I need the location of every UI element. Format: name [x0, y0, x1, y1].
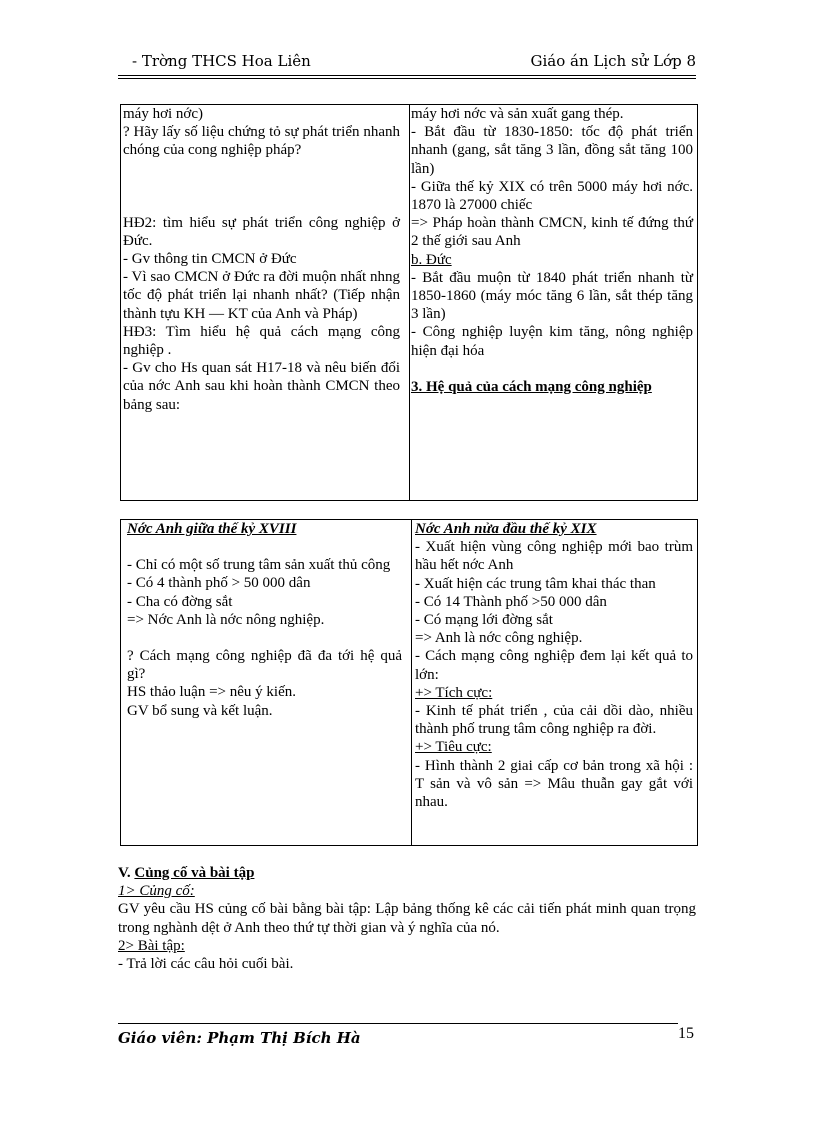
text-line: - Có 4 thành phố > 50 000 dân — [127, 575, 311, 592]
text-line: máy hơi nớc) — [123, 106, 204, 122]
header-rule — [118, 75, 696, 76]
section-number: V. — [118, 865, 131, 881]
section-title: Củng cố và bài tập — [134, 865, 255, 881]
subheading-positive: +> Tích cực: — [415, 684, 493, 701]
footer-teacher: Giáo viên: Phạm Thị Bích Hà — [118, 1029, 361, 1047]
text-line: - Xuất hiện vùng công nghiệp mới bao trùm hầu hết nớc Anh — [415, 539, 693, 574]
spacer — [411, 360, 693, 378]
page-number: 15 — [678, 1025, 694, 1042]
paragraph: - Trả lời các câu hỏi cuối bài. — [118, 956, 294, 973]
text-line: - Cách mạng công nghiệp đem lại kết quả to lớn: — [415, 648, 693, 683]
lesson-table-1 — [120, 104, 698, 501]
subheading-text: 1> Củng cố: — [118, 883, 195, 900]
subheading-germany: b. Đức — [411, 251, 452, 268]
text-line: - Kinh tế phát triển , của cải dồi dào, nhiều thành phố trung tâm công nghiệp ra đời. — [415, 703, 693, 738]
text-line: - Công nghiệp luyện kim tăng, nông nghiệp hiện đại hóa — [411, 324, 693, 359]
header-school: - Trờng THCS Hoa Liên — [132, 52, 311, 70]
subheading-text: 2> Bài tập: — [118, 937, 185, 954]
text-line: máy hơi nớc và sản xuất gang thép. — [411, 106, 624, 122]
comparison-table — [120, 519, 698, 846]
paragraph: GV yêu cầu HS củng cố bài bằng bài tập: Lập bảng thống kê các cải tiến phát minh quan trọng trong nghành dệt ở Anh theo thứ tự thời gian và ý nghĩa của nó. — [118, 901, 696, 936]
text-line: - Xuất hiện các trung tâm khai thác than — [415, 575, 656, 592]
text-line: - Bắt đầu từ 1830-1850: tốc độ phát triển nhanh (gang, sắt tăng 3 lần, đồng sắt tăng 100 lần) — [411, 124, 693, 177]
subheading-homework — [118, 937, 696, 955]
text-line: - Hình thành 2 giai cấp cơ bản trong xã hội : T sản và vô sản => Mâu thuẫn gay gắt với nhau. — [415, 757, 693, 811]
text-line: - Có mạng lới đờng sắt — [415, 612, 553, 629]
header-subject: Giáo án Lịch sử Lớp 8 — [530, 52, 696, 70]
text-line: HS thảo luận => nêu ý kiến. — [127, 684, 296, 701]
heading-consequences: 3. Hệ quả của cách mạng công nghiệp — [411, 378, 652, 395]
text-line: - Vì sao CMCN ở Đức ra đời muộn nhất nhng tốc độ phát triển lại nhanh nhất? (Tiếp nhận thành tựu KH — KT của Anh và Pháp) — [123, 269, 400, 322]
page-header — [118, 52, 696, 74]
text-line: GV bổ sung và kết luận. — [127, 702, 273, 719]
column-title-19th: Nớc Anh nửa đầu thế kỷ XIX — [415, 521, 597, 537]
text-line: - Có 14 Thành phố >50 000 dân — [415, 593, 607, 610]
text-line: - Chỉ có một số trung tâm sản xuất thủ công — [127, 557, 391, 574]
section-review — [118, 864, 696, 973]
subheading-review — [118, 882, 696, 900]
subheading-negative: +> Tiêu cực: — [415, 739, 492, 756]
text-line: - Bắt đầu muộn từ 1840 phát triển nhanh từ 1850-1860 (máy móc tăng 6 lần, sắt thép tăng 3 lần) — [411, 269, 693, 323]
text-line: => Nớc Anh là nớc nông nghiệp. — [127, 611, 325, 628]
footer-rule — [118, 1023, 678, 1024]
text-line: - Gv cho Hs quan sát H17-18 và nêu biến đổi của nớc Anh sau khi hoàn thành CMCN theo bảng sau: — [123, 360, 400, 413]
text-line: => Pháp hoàn thành CMCN, kinh tế đứng thứ 2 thế giới sau Anh — [411, 215, 693, 250]
text-line: => Anh là nớc công nghiệp. — [415, 630, 583, 647]
spacer — [127, 629, 402, 647]
spacer — [123, 196, 400, 214]
teacher-activity-column — [121, 105, 409, 500]
header-rule-2 — [118, 78, 696, 79]
section-heading — [118, 864, 696, 882]
column-title-18th: Nớc Anh giữa thế kỷ XVIII — [127, 521, 297, 537]
spacer — [123, 178, 400, 196]
england-19th-column — [411, 520, 697, 845]
england-18th-column — [121, 520, 411, 845]
text-line: ? Hãy lấy số liệu chứng tỏ sự phát triển nhanh chóng của cong nghiệp pháp? — [123, 124, 400, 159]
text-line: - Giữa thế kỷ XIX có trên 5000 máy hơi nớc. 1870 là 27000 chiếc — [411, 178, 693, 214]
text-line: HĐ3: Tìm hiểu hệ quả cách mạng công nghiệp . — [123, 323, 400, 359]
text-line: - Cha có đờng sắt — [127, 593, 233, 610]
spacer — [127, 538, 402, 556]
text-line: - Gv thông tin CMCN ở Đức — [123, 251, 297, 268]
spacer — [123, 160, 400, 178]
text-line: HĐ2: tìm hiểu sự phát triển công nghiệp ở Đức. — [123, 214, 400, 249]
text-line: ? Cách mạng công nghiệp đã đa tới hệ quả gì? — [127, 648, 402, 683]
content-column — [409, 105, 697, 500]
